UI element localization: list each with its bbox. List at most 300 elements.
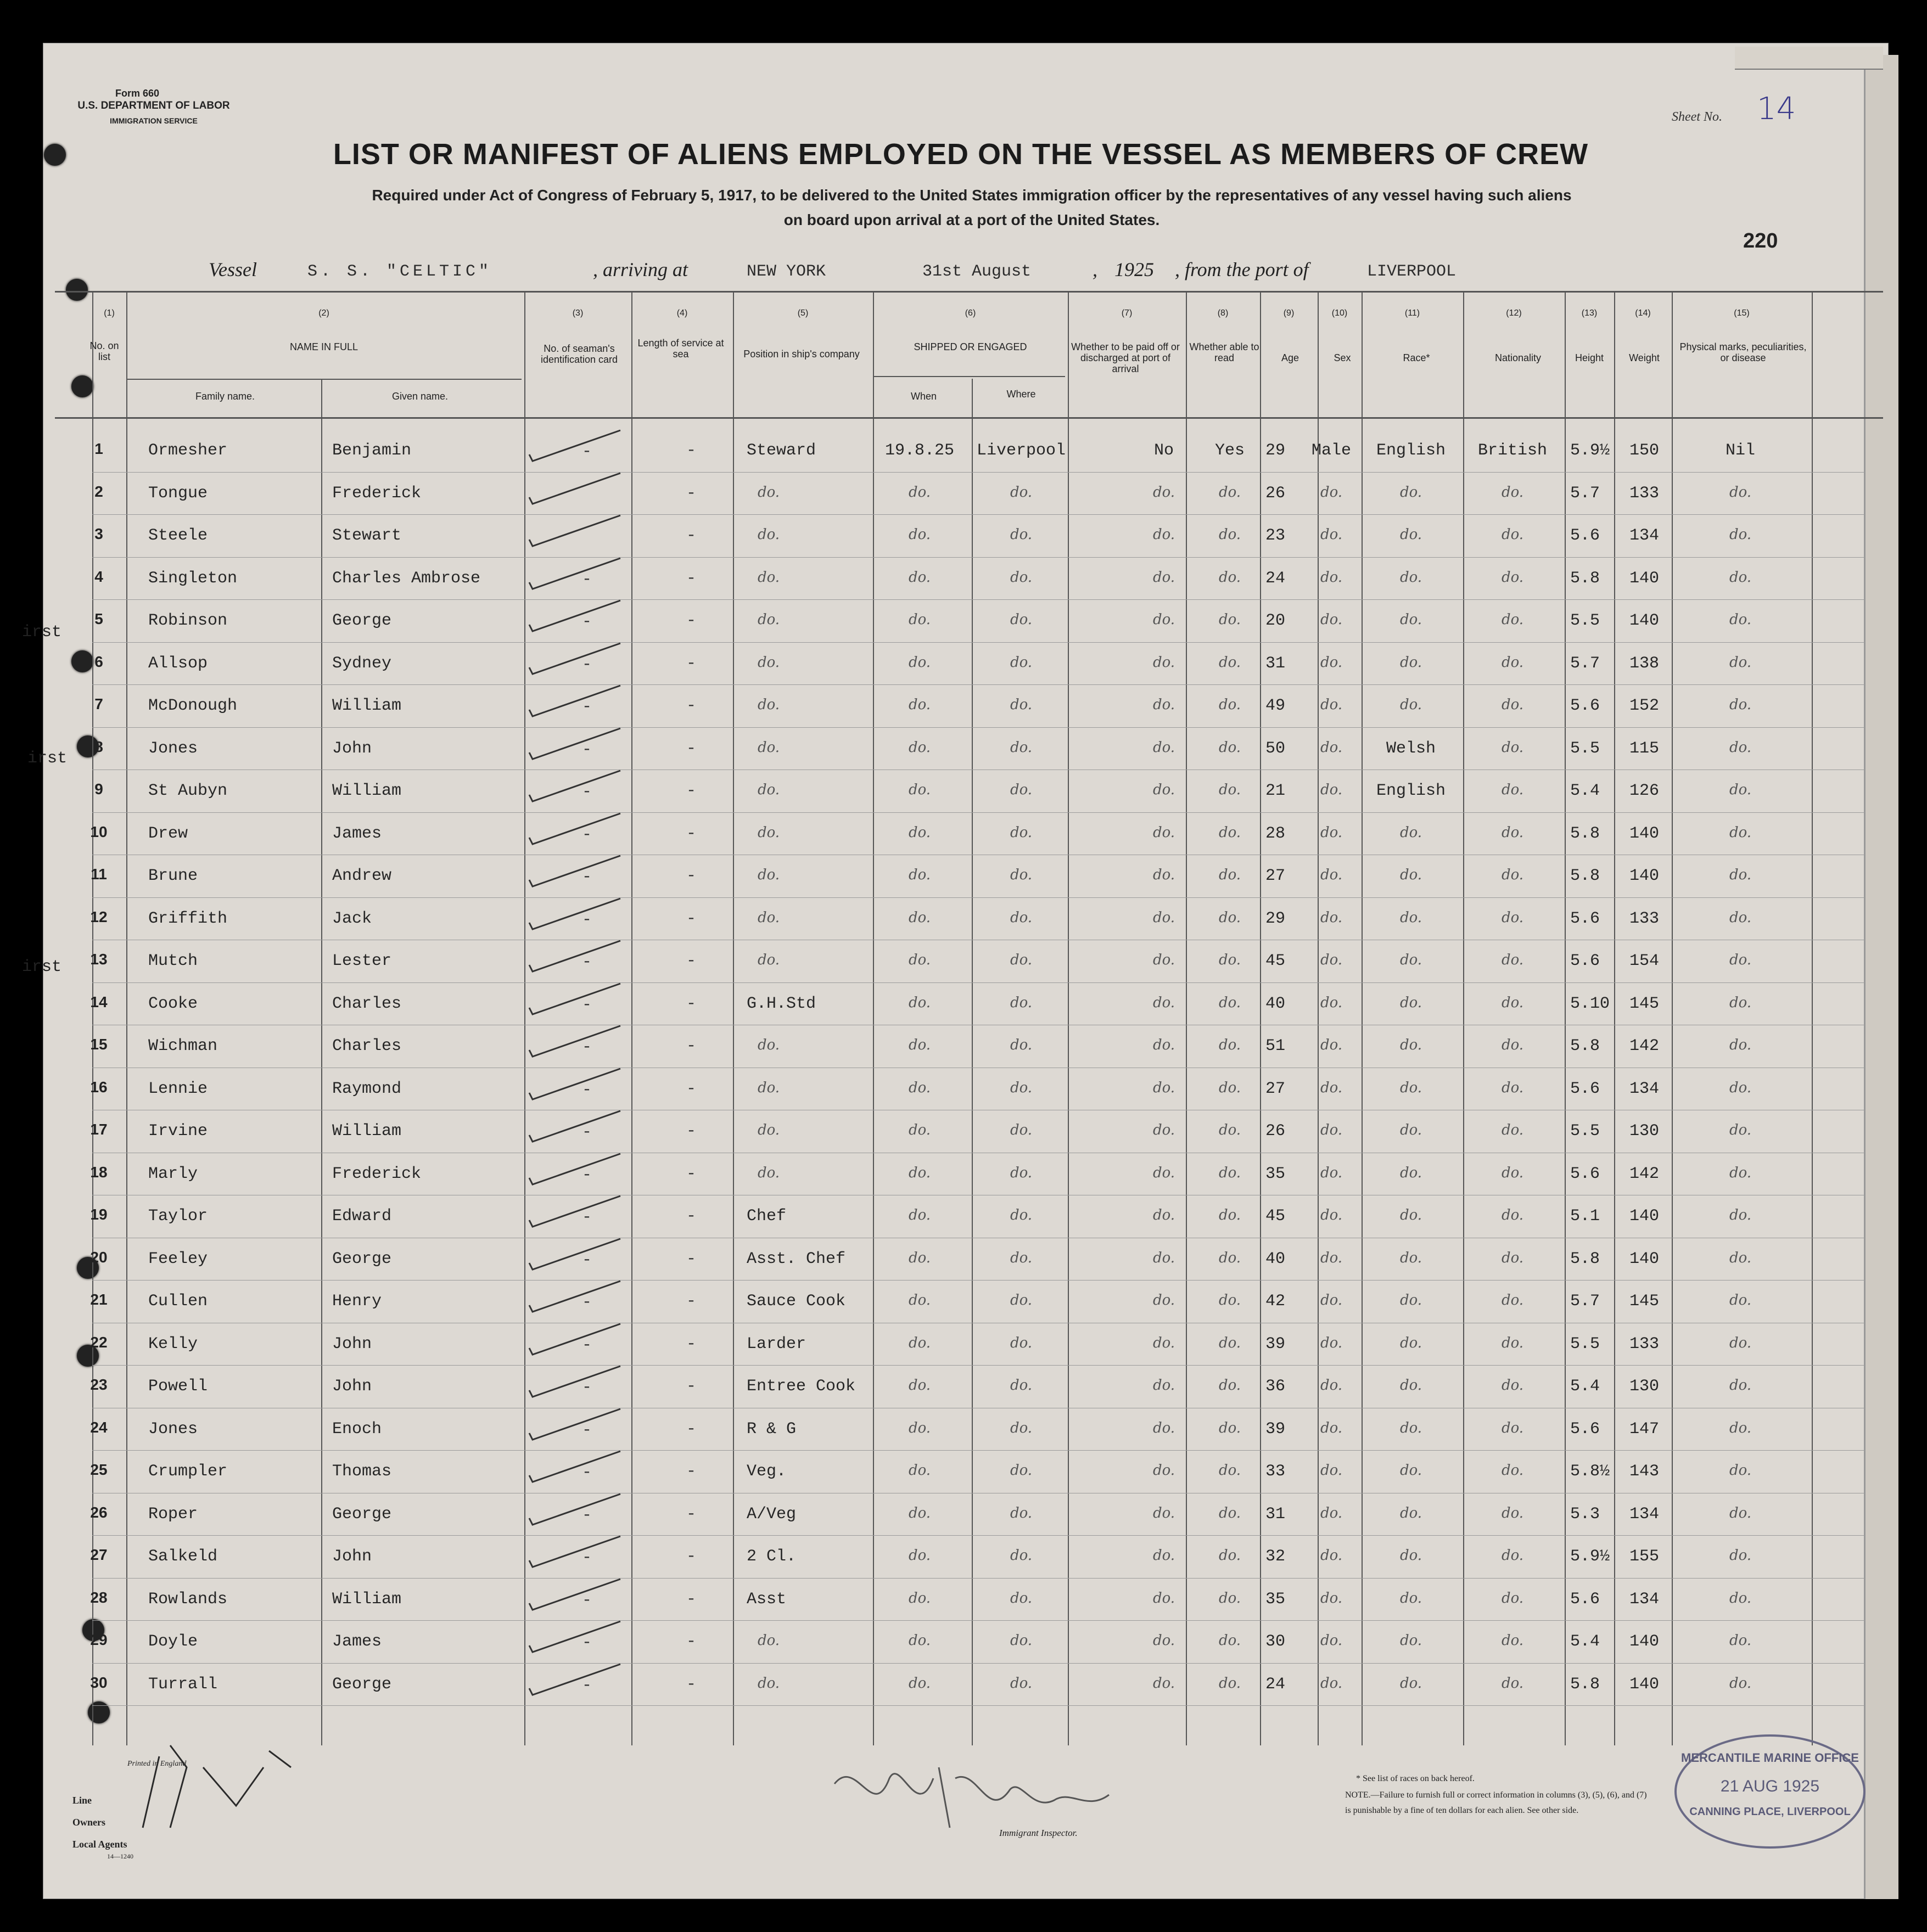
cell-race: do.: [1399, 1419, 1422, 1436]
column-rule: [321, 379, 322, 1745]
row-number: 19: [90, 1206, 108, 1223]
cell-paid: do.: [1152, 484, 1175, 501]
cell-length: -: [686, 1334, 697, 1353]
cell-length: -: [686, 1079, 697, 1098]
cell-physical: do.: [1729, 1122, 1752, 1138]
cell-weight: 142: [1629, 1037, 1660, 1055]
cell-race: do.: [1399, 1079, 1422, 1096]
cell-sex: do.: [1320, 1547, 1343, 1564]
column-number: (3): [572, 308, 584, 318]
cell-race: do.: [1399, 994, 1422, 1011]
row-rule: [92, 514, 1866, 515]
cell-when: do.: [908, 1079, 931, 1096]
cell-length: -: [686, 697, 697, 715]
cell-read: do.: [1218, 824, 1241, 841]
cell-read: do.: [1218, 526, 1241, 543]
id-card-dash: -: [582, 868, 592, 886]
cell-length: -: [686, 611, 697, 630]
cell-given: Charles Ambrose: [332, 569, 481, 588]
cell-sex: do.: [1320, 739, 1343, 756]
header-shipped: SHIPPED OR ENGAGED: [914, 341, 1027, 352]
column-rule: [1672, 291, 1673, 1745]
cell-read: do.: [1218, 1164, 1241, 1181]
cell-nationality: do.: [1501, 1037, 1524, 1053]
punch-hole: [71, 375, 93, 397]
mercantile-marine-stamp: [1674, 1734, 1866, 1849]
cell-given: James: [332, 1632, 382, 1651]
check-mark-icon: [527, 1363, 626, 1401]
cell-position: do.: [757, 1164, 780, 1181]
cell-where: do.: [1010, 1377, 1033, 1394]
row-number: 1: [94, 440, 103, 457]
cell-weight: 147: [1629, 1419, 1660, 1439]
cell-paid: do.: [1152, 994, 1175, 1011]
row-number: 10: [90, 823, 108, 840]
cell-where: do.: [1010, 782, 1033, 798]
cell-nationality: do.: [1501, 867, 1524, 883]
cell-weight: 134: [1629, 1079, 1660, 1098]
row-number: 12: [90, 908, 108, 925]
cell-weight: 155: [1629, 1547, 1660, 1566]
cell-paid: do.: [1152, 1207, 1175, 1223]
cell-length: -: [686, 484, 697, 503]
header-family-name: Family name.: [195, 391, 255, 402]
cell-age: 30: [1265, 1632, 1286, 1651]
cell-nationality: do.: [1501, 569, 1524, 586]
cell-where: do.: [1010, 697, 1033, 713]
cell-where: do.: [1010, 1292, 1033, 1308]
cell-read: do.: [1218, 1122, 1241, 1138]
cell-length: -: [686, 1675, 697, 1694]
id-card-dash: -: [582, 1335, 592, 1355]
cell-height: 5.7: [1570, 1292, 1600, 1311]
cell-sex: do.: [1320, 1462, 1343, 1479]
cell-length: -: [686, 441, 697, 460]
cell-height: 5.4: [1570, 1377, 1600, 1396]
cell-read: do.: [1218, 909, 1241, 926]
cell-when: do.: [908, 1419, 931, 1436]
header-where: Where: [1006, 389, 1036, 400]
cell-position: do.: [757, 782, 780, 798]
cell-given: William: [332, 1590, 402, 1609]
cell-position: do.: [757, 611, 780, 628]
id-card-dash: -: [582, 783, 592, 801]
column-rule: [1362, 291, 1363, 1745]
cell-physical: do.: [1729, 484, 1752, 501]
check-mark-icon: [527, 682, 626, 721]
sheet-number: 14: [1757, 91, 1796, 127]
id-card-dash: -: [582, 613, 592, 631]
cell-read: do.: [1218, 1419, 1241, 1436]
cell-position: do.: [757, 952, 780, 968]
cell-paid: do.: [1152, 1037, 1175, 1053]
cell-weight: 140: [1629, 867, 1660, 885]
cell-when: do.: [908, 484, 931, 501]
cell-family: Wichman: [148, 1037, 218, 1055]
cell-length: -: [686, 1504, 697, 1524]
cell-paid: do.: [1152, 739, 1175, 756]
cell-length: -: [686, 1037, 697, 1055]
cell-family: Irvine: [148, 1122, 208, 1141]
cell-length: -: [686, 1122, 697, 1141]
id-card-dash: -: [582, 570, 592, 589]
cell-weight: 150: [1629, 441, 1660, 460]
cell-physical: do.: [1729, 739, 1752, 756]
owners-label: Owners: [72, 1817, 105, 1828]
cell-when: do.: [908, 1632, 931, 1649]
cell-paid: do.: [1152, 782, 1175, 798]
column-rule: [1614, 291, 1615, 1745]
cell-weight: 154: [1629, 952, 1660, 970]
check-mark-icon: [527, 1278, 626, 1316]
check-mark-icon: [527, 1618, 626, 1656]
cell-given: Charles: [332, 994, 402, 1013]
cell-physical: do.: [1729, 654, 1752, 671]
column-rule: [1260, 291, 1261, 1745]
cell-given: Charles: [332, 1037, 402, 1055]
cell-race: English: [1376, 441, 1446, 460]
id-card-dash: -: [582, 1123, 592, 1142]
cell-position: Larder: [747, 1334, 806, 1353]
cell-age: 29: [1265, 441, 1286, 460]
cell-height: 5.8: [1570, 569, 1600, 588]
cell-nationality: do.: [1501, 654, 1524, 671]
id-card-dash: -: [582, 1378, 592, 1397]
cell-weight: 133: [1629, 484, 1660, 503]
cell-paid: do.: [1152, 1590, 1175, 1607]
cell-paid: do.: [1152, 1334, 1175, 1351]
cell-physical: do.: [1729, 824, 1752, 841]
note-races: * See list of races on back hereof.: [1356, 1774, 1475, 1783]
cell-sex: do.: [1320, 1334, 1343, 1351]
cell-physical: do.: [1729, 1632, 1752, 1649]
page-title: LIST OR MANIFEST OF ALIENS EMPLOYED ON THE VESSEL AS MEMBERS OF CREW: [333, 138, 1589, 171]
column-number: (11): [1404, 308, 1420, 318]
name-subheader-line: [126, 379, 522, 380]
cell-length: -: [686, 569, 697, 588]
header-id-card: No. of seaman's identification card: [540, 343, 618, 365]
form-code: 14—1240: [107, 1852, 133, 1860]
header-age: Age: [1281, 352, 1299, 363]
cell-when: do.: [908, 654, 931, 671]
cell-height: 5.10: [1570, 994, 1610, 1013]
cell-given: John: [332, 1547, 372, 1566]
cell-weight: 140: [1629, 1632, 1660, 1651]
service: IMMIGRATION SERVICE: [110, 116, 198, 125]
cell-sex: do.: [1320, 1590, 1343, 1607]
cell-weight: 140: [1629, 569, 1660, 588]
cell-age: 35: [1265, 1164, 1286, 1183]
cell-given: John: [332, 1377, 372, 1396]
cell-weight: 133: [1629, 1334, 1660, 1353]
cell-given: John: [332, 1334, 372, 1353]
cell-height: 5.4: [1570, 1632, 1600, 1651]
cell-when: do.: [908, 1122, 931, 1138]
agents-label: Local Agents: [72, 1839, 127, 1850]
cell-paid: do.: [1152, 1122, 1175, 1138]
column-number: (8): [1217, 308, 1229, 318]
cell-family: Lennie: [148, 1079, 208, 1098]
cell-family: McDonough: [148, 697, 238, 715]
cell-physical: do.: [1729, 1590, 1752, 1607]
row-number: 8: [94, 738, 103, 755]
cell-nationality: do.: [1501, 1377, 1524, 1394]
cell-physical: do.: [1729, 1037, 1752, 1053]
cell-position: do.: [757, 1632, 780, 1649]
cell-sex: do.: [1320, 1377, 1343, 1394]
check-mark-icon: [527, 512, 626, 551]
cell-physical: do.: [1729, 952, 1752, 968]
cell-position: Veg.: [747, 1462, 787, 1481]
cell-age: 36: [1265, 1377, 1286, 1396]
cell-given: Andrew: [332, 867, 392, 885]
column-rule: [972, 379, 973, 1745]
cell-paid: do.: [1152, 1249, 1175, 1266]
cell-nationality: do.: [1501, 824, 1524, 841]
cell-paid: do.: [1152, 654, 1175, 671]
cell-weight: 130: [1629, 1122, 1660, 1141]
cell-when: do.: [908, 697, 931, 713]
row-number: 13: [90, 951, 108, 968]
cell-race: do.: [1399, 654, 1422, 671]
cell-when: do.: [908, 569, 931, 586]
row-rule: [92, 1620, 1866, 1621]
row-number: 30: [90, 1673, 108, 1691]
cell-given: Frederick: [332, 1164, 422, 1183]
cell-where: do.: [1010, 952, 1033, 968]
cell-position: Asst. Chef: [747, 1249, 846, 1268]
cell-sex: do.: [1320, 1079, 1343, 1096]
cell-physical: do.: [1729, 867, 1752, 883]
cell-physical: do.: [1729, 909, 1752, 926]
cell-where: do.: [1010, 1462, 1033, 1479]
cell-when: do.: [908, 824, 931, 841]
cell-age: 45: [1265, 952, 1286, 970]
cell-physical: Nil: [1725, 441, 1755, 460]
cell-weight: 133: [1629, 909, 1660, 928]
cell-paid: do.: [1152, 697, 1175, 713]
cell-position: do.: [757, 739, 780, 756]
header-position: Position in ship's company: [743, 349, 860, 360]
cell-race: do.: [1399, 1632, 1422, 1649]
cell-given: William: [332, 697, 402, 715]
cell-physical: do.: [1729, 782, 1752, 798]
cell-position: G.H.Std: [747, 994, 816, 1013]
row-rule: [92, 1663, 1866, 1664]
cell-physical: do.: [1729, 569, 1752, 586]
cell-race: do.: [1399, 1504, 1422, 1521]
row-number: 21: [90, 1291, 108, 1308]
row-rule: [92, 982, 1866, 983]
cell-height: 5.4: [1570, 782, 1600, 800]
row-rule: [92, 1705, 1866, 1706]
cell-read: Yes: [1214, 441, 1245, 460]
cell-when: do.: [908, 739, 931, 756]
cell-length: -: [686, 824, 697, 843]
cell-age: 28: [1265, 824, 1286, 843]
cell-paid: do.: [1152, 611, 1175, 628]
row-number: 20: [90, 1248, 108, 1266]
id-card-dash: -: [582, 698, 592, 716]
cell-sex: do.: [1320, 526, 1343, 543]
cell-race: do.: [1399, 569, 1422, 586]
cell-weight: 138: [1629, 654, 1660, 673]
departure-port: LIVERPOOL: [1367, 262, 1457, 281]
cell-sex: do.: [1320, 782, 1343, 798]
cell-paid: do.: [1152, 569, 1175, 586]
cell-sex: do.: [1320, 994, 1343, 1011]
cell-age: 24: [1265, 1675, 1286, 1694]
column-number: (5): [797, 308, 809, 318]
cell-nationality: do.: [1501, 611, 1524, 628]
cell-sex: do.: [1320, 824, 1343, 841]
header-given-name: Given name.: [391, 391, 449, 402]
cell-height: 5.5: [1570, 1334, 1600, 1353]
cell-weight: 152: [1629, 697, 1660, 715]
row-rule: [92, 1450, 1866, 1451]
cell-nationality: do.: [1501, 994, 1524, 1011]
column-number: (9): [1283, 308, 1295, 318]
check-mark-icon: [527, 1661, 626, 1699]
check-mark-icon: [527, 1406, 626, 1444]
subtitle-2: on board upon arrival at a port of the United States.: [783, 211, 1160, 228]
cell-nationality: do.: [1501, 1462, 1524, 1479]
cell-age: 21: [1265, 782, 1286, 800]
cell-length: -: [686, 1590, 697, 1609]
id-card-dash: -: [582, 1591, 592, 1610]
cell-physical: do.: [1729, 994, 1752, 1011]
cell-length: -: [686, 867, 697, 885]
cell-where: do.: [1010, 526, 1033, 543]
row-number: 7: [94, 695, 103, 712]
header-height: Height: [1575, 352, 1604, 363]
check-mark-icon: [527, 1321, 626, 1359]
cell-when: do.: [908, 1675, 931, 1692]
cell-nationality: do.: [1501, 484, 1524, 501]
column-rule: [1186, 291, 1187, 1745]
cell-where: do.: [1010, 654, 1033, 671]
punch-hole: [88, 1701, 110, 1723]
cell-paid: do.: [1152, 1164, 1175, 1181]
cell-height: 5.9½: [1570, 441, 1610, 460]
from-label: , from the port of: [1175, 259, 1309, 280]
cell-weight: 115: [1629, 739, 1660, 758]
id-card-dash: -: [582, 995, 592, 1014]
cell-nationality: do.: [1501, 526, 1524, 543]
margin-note: irst: [27, 749, 68, 768]
cell-race: do.: [1399, 1164, 1422, 1181]
cell-race: do.: [1399, 1590, 1422, 1607]
cell-race: do.: [1399, 1675, 1422, 1692]
cell-age: 31: [1265, 1504, 1286, 1524]
cell-race: do.: [1399, 1334, 1422, 1351]
cell-family: Roper: [148, 1504, 198, 1524]
cell-family: Cullen: [148, 1292, 208, 1311]
cell-weight: 143: [1629, 1462, 1660, 1481]
check-mark-icon: [527, 597, 626, 636]
cell-height: 5.8½: [1570, 1462, 1610, 1481]
cell-sex: do.: [1320, 569, 1343, 586]
cell-read: do.: [1218, 697, 1241, 713]
cell-when: do.: [908, 1504, 931, 1521]
cell-age: 45: [1265, 1207, 1286, 1226]
row-number: 9: [94, 780, 103, 797]
header-name-in-full: NAME IN FULL: [289, 341, 358, 352]
sheet-label: Sheet No.: [1672, 110, 1722, 124]
row-number: 5: [94, 610, 103, 627]
cell-read: do.: [1218, 1504, 1241, 1521]
cell-height: 5.7: [1570, 654, 1600, 673]
row-rule: [92, 812, 1866, 813]
id-card-dash: -: [582, 1293, 592, 1312]
cell-paid: do.: [1152, 867, 1175, 883]
shipped-subheader-line: [873, 376, 1065, 377]
cell-race: do.: [1399, 484, 1422, 501]
cell-weight: 140: [1629, 1207, 1660, 1226]
column-number: (13): [1581, 308, 1598, 318]
cell-race: do.: [1399, 1547, 1422, 1564]
column-rule: [1463, 291, 1464, 1745]
check-mark-icon: [527, 1065, 626, 1104]
column-number: (2): [318, 308, 329, 318]
check-mark-icon: [527, 980, 626, 1019]
cell-given: Henry: [332, 1292, 382, 1311]
cell-given: James: [332, 824, 382, 843]
cell-when: do.: [908, 952, 931, 968]
column-rule: [733, 291, 734, 1745]
cell-length: -: [686, 1207, 697, 1226]
cell-height: 5.3: [1570, 1504, 1600, 1524]
cell-sex: do.: [1320, 1419, 1343, 1436]
margin-note: irst: [22, 623, 62, 642]
cell-height: 5.6: [1570, 1590, 1600, 1609]
row-number: 14: [90, 993, 108, 1010]
cell-given: George: [332, 611, 392, 630]
check-mark-icon: [527, 937, 626, 976]
note-line-1: NOTE.—Failure to furnish full or correct information in columns (3), (5), (6), and (7): [1345, 1790, 1647, 1800]
row-rule: [92, 1578, 1866, 1579]
cell-race: do.: [1399, 1122, 1422, 1138]
id-card-dash: -: [582, 1463, 592, 1482]
cell-position: do.: [757, 1079, 780, 1096]
cell-position: do.: [757, 909, 780, 926]
id-card-dash: -: [582, 1420, 592, 1440]
cell-nationality: do.: [1501, 1334, 1524, 1351]
cell-position: do.: [757, 484, 780, 501]
cell-physical: do.: [1729, 1292, 1752, 1308]
check-mark-icon: [527, 1150, 626, 1189]
check-mark-icon: [527, 427, 626, 465]
cell-where: do.: [1010, 1207, 1033, 1223]
cell-physical: do.: [1729, 1504, 1752, 1521]
cell-given: George: [332, 1675, 392, 1694]
cell-race: do.: [1399, 611, 1422, 628]
cell-family: Feeley: [148, 1249, 208, 1268]
department: U.S. DEPARTMENT OF LABOR: [77, 100, 230, 111]
cell-when: do.: [908, 1377, 931, 1394]
cell-paid: do.: [1152, 1675, 1175, 1692]
cell-where: do.: [1010, 1037, 1033, 1053]
check-mark-icon: [527, 895, 626, 934]
cell-sex: do.: [1320, 952, 1343, 968]
arriving-label: , arriving at: [593, 259, 688, 280]
cell-physical: do.: [1729, 1462, 1752, 1479]
paper-edge-top: [1735, 47, 1883, 70]
column-number: (15): [1734, 308, 1750, 318]
header-physical: Physical marks, peculiarities, or disease: [1679, 341, 1807, 363]
cell-length: -: [686, 1249, 697, 1268]
cell-nationality: do.: [1501, 1675, 1524, 1692]
